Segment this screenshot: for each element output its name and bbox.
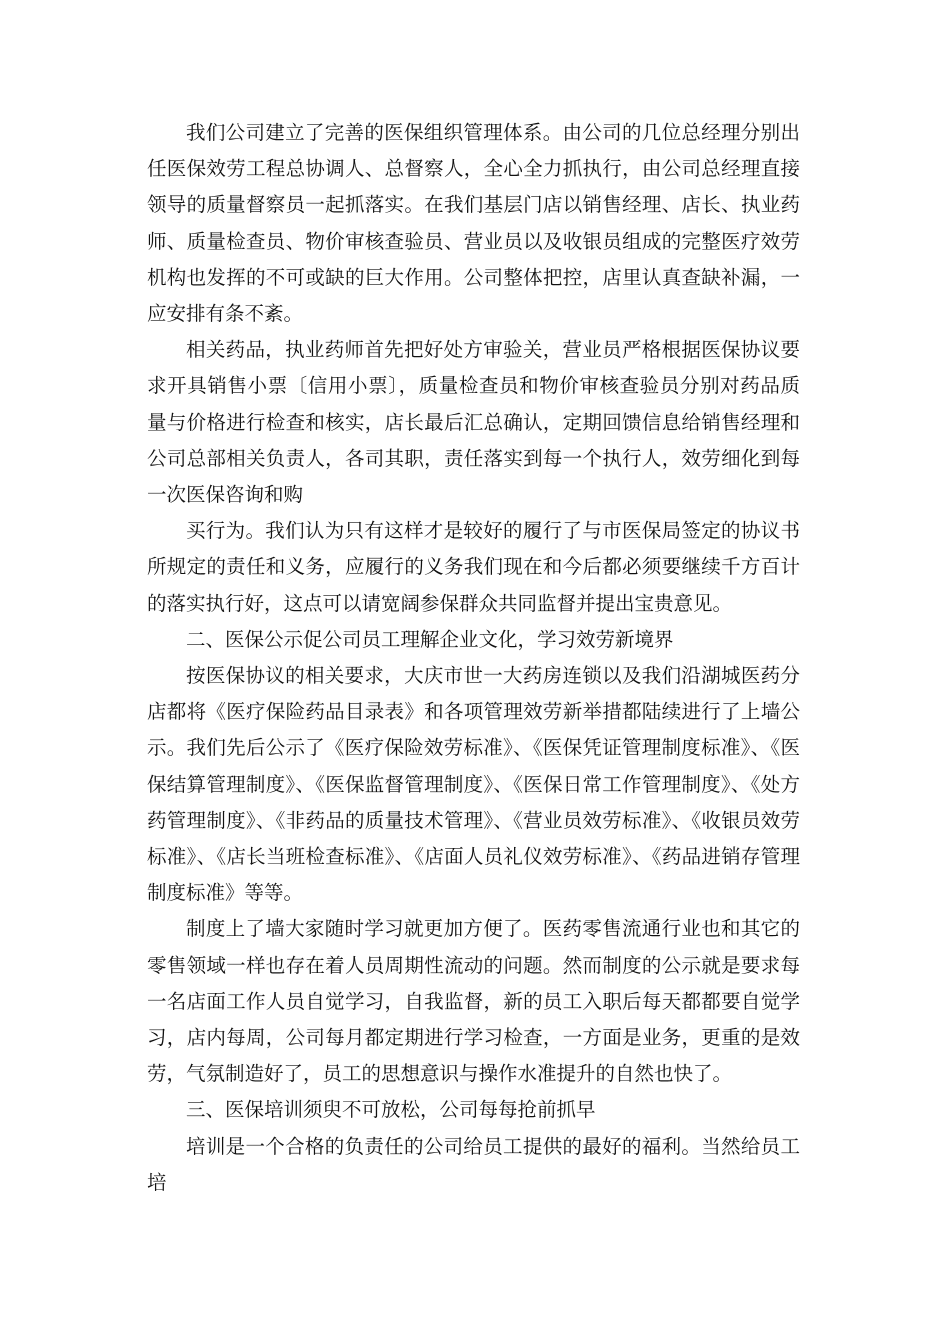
paragraph-learning: 制度上了墙大家随时学习就更加方便了。医药零售流通行业也和其它的零售领域一样也存在着人员周期性流动的问题。然而制度的公示就是要求每一名店面工作人员自觉学习，自我监督，新的员工入职后每天都都要自觉学习，店内每周，公司每月都定期进行学习检查，一方面是业务，更重的是效劳，气氛制造好了，员工的思想意识与操作水准提升的自然也快了。 bbox=[147, 917, 800, 1086]
section-heading-training: 三、医保培训须臾不可放松，公司每每抢前抓早 bbox=[186, 1098, 596, 1122]
section-heading-publicity: 二、医保公示促公司员工理解企业文化，学习效劳新境界 bbox=[186, 627, 674, 651]
paragraph-publicity: 按医保协议的相关要求，大庆市世一大药房连锁以及我们沿湖城医药分店都将《医疗保险药品目录表》和各项管理效劳新举措都陆续进行了上墙公示。我们先后公示了《医疗保险效劳标准》、《医保凭证管理制度标准》、《医保结算管理制度》、《医保监督管理制度》、《医保日常工作管理制度》、《处方药管理制度》、《非药品的质量技术管理》、《营业员效劳标准》、《收银员效劳标准》、《店长当班检查标准》、《店面人员礼仪效劳标准》、《药品进销存管理制度标准》等等。 bbox=[147, 664, 800, 905]
document-body bbox=[147, 115, 800, 1201]
paragraph-responsibility: 买行为。我们认为只有这样才是较好的履行了与市医保局签定的协议书所规定的责任和义务，应履行的义务我们现在和今后都必须要继续千方百计的落实执行好，这点可以请宽阔参保群众共同监督并提出宝贵意见。 bbox=[147, 519, 800, 615]
paragraph-drug-checks: 相关药品，执业药师首先把好处方审验关，营业员严格根据医保协议要求开具销售小票〔信用小票〕，质量检查员和物价审核查验员分别对药品质量与价格进行检查和核实，店长最后汇总确认，定期回馈信息给销售经理和公司总部相关负责人，各司其职，责任落实到每一个执行人，效劳细化到每一次医保咨询和购 bbox=[147, 338, 800, 507]
paragraph-training: 培训是一个合格的负责任的公司给员工提供的最好的福利。当然给员工培 bbox=[147, 1134, 800, 1194]
paragraph-organization: 我们公司建立了完善的医保组织管理体系。由公司的几位总经理分别出任医保效劳工程总协调人、总督察人，全心全力抓执行，由公司总经理直接领导的质量督察员一起抓落实。在我们基层门店以销售经理、店长、执业药师、质量检查员、物价审核查验员、营业员以及收银员组成的完整医疗效劳机构也发挥的不可或缺的巨大作用。公司整体把控，店里认真查缺补漏，一应安排有条不紊。 bbox=[147, 121, 800, 326]
